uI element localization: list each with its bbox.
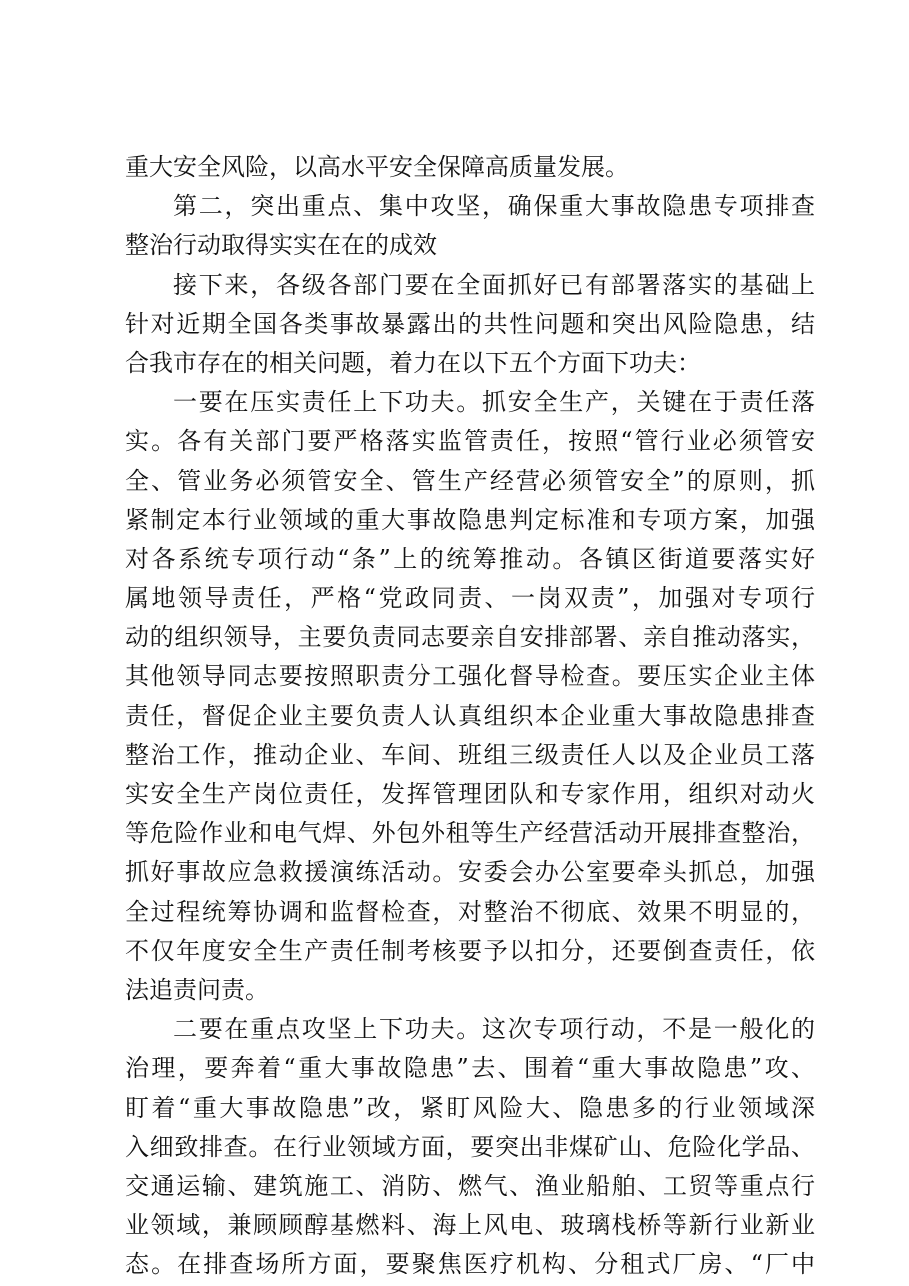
text-line: 实。各有关部门要严格落实监管责任，按照“管行业必须管安 [125, 427, 815, 456]
text-line: 针对近期全国各类事故暴露出的共性问题和突出风险隐患，结 [125, 309, 815, 338]
text-line: 二要在重点攻坚上下功夫。这次专项行动，不是一般化的 [173, 1015, 815, 1044]
text-line: 整治工作，推动企业、车间、班组三级责任人以及企业员工落 [125, 740, 815, 769]
text-line: 其他领导同志要按照职责分工强化督导检查。要压实企业主体 [125, 662, 815, 691]
text-line: 法追责问责。 [125, 975, 269, 1004]
text-line: 一要在压实责任上下功夫。抓安全生产，关键在于责任落 [173, 388, 815, 417]
text-line: 紧制定本行业领域的重大事故隐患判定标准和专项方案，加强 [125, 505, 815, 534]
text-line: 对各系统专项行动“条”上的统筹推动。各镇区街道要落实好 [125, 544, 815, 573]
text-line: 不仅年度安全生产责任制考核要予以扣分，还要倒查责任，依 [125, 936, 815, 965]
text-line: 动的组织领导，主要负责同志要亲自安排部署、亲自推动落实， [125, 623, 815, 652]
text-line: 抓好事故应急救援演练活动。安委会办公室要牵头抓总，加强 [125, 858, 815, 887]
text-line: 实安全生产岗位责任，发挥管理团队和专家作用，组织对动火 [125, 780, 815, 808]
text-line: 交通运输、建筑施工、消防、燃气、渔业船舶、工贸等重点行 [125, 1171, 815, 1200]
text-line: 全、管业务必须管安全、管生产经营必须管安全”的原则，抓 [125, 466, 815, 495]
text-line: 接下来，各级各部门要在全面抓好已有部署落实的基础上 [173, 270, 815, 299]
text-line: 合我市存在的相关问题，着力在以下五个方面下功夫： [125, 348, 701, 377]
text-line: 全过程统筹协调和监督检查，对整治不彻底、效果不明显的， [125, 897, 815, 926]
text-line: 业领域，兼顾顾醇基燃料、海上风电、玻璃栈桥等新行业新业 [125, 1211, 815, 1240]
text-line: 整治行动取得实实在在的成效 [125, 231, 437, 260]
text-line: 属地领导责任，严格“党政同责、一岗双责”，加强对专项行 [125, 584, 815, 613]
text-line: 第二，突出重点、集中攻坚，确保重大事故隐患专项排查 [173, 192, 815, 221]
text-line: 重大安全风险，以高水平安全保障高质量发展。 [125, 153, 629, 181]
text-line: 入细致排查。在行业领域方面，要突出非煤矿山、危险化学品、 [125, 1132, 815, 1161]
text-line: 治理，要奔着“重大事故隐患”去、围着“重大事故隐患”攻、 [125, 1054, 815, 1083]
text-line: 态。在排查场所方面，要聚焦医疗机构、分租式厂房、“厂中 [125, 1250, 815, 1279]
text-line: 责任，督促企业主要负责人认真组织本企业重大事故隐患排查 [125, 701, 815, 730]
document-body [125, 148, 815, 1284]
text-line: 等危险作业和电气焊、外包外租等生产经营活动开展排查整治， [125, 819, 815, 848]
text-line: 盯着“重大事故隐患”改，紧盯风险大、隐患多的行业领域深 [125, 1093, 815, 1122]
